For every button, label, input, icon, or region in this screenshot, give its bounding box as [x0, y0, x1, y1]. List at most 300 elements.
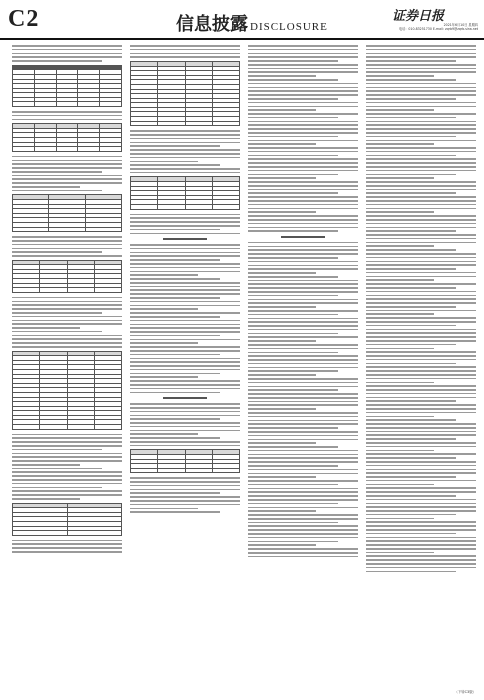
- column-2: [130, 45, 240, 685]
- text-line: [12, 479, 122, 481]
- text-line: [12, 304, 122, 306]
- text-line: [248, 488, 358, 490]
- text-line: [248, 503, 338, 505]
- text-line: [12, 182, 122, 184]
- text-line: [248, 442, 316, 444]
- text-line: [366, 348, 434, 350]
- table-row: [13, 102, 122, 107]
- text-line: [130, 365, 240, 367]
- text-line: [130, 267, 240, 269]
- table-cell: [13, 531, 68, 536]
- text-line: [366, 151, 476, 153]
- text-line: [366, 94, 476, 96]
- text-line: [12, 156, 122, 158]
- text-line: [366, 340, 476, 342]
- text-line: [12, 251, 102, 253]
- section-heading-mark: [281, 236, 325, 238]
- text-line: [12, 475, 122, 477]
- text-line: [248, 450, 358, 452]
- section-title-cn: 信息披露: [176, 14, 248, 34]
- text-line: [366, 563, 476, 565]
- text-line: [366, 166, 476, 168]
- text-line: [130, 508, 198, 510]
- data-table: [12, 123, 122, 152]
- text-line: [130, 271, 240, 273]
- text-line: [130, 145, 220, 147]
- text-line: [248, 408, 316, 410]
- text-line: [130, 346, 240, 348]
- text-line: [366, 136, 456, 138]
- text-line: [248, 170, 358, 172]
- text-line: [366, 329, 476, 331]
- text-line: [366, 438, 456, 440]
- text-line: [12, 551, 122, 553]
- text-line: [130, 422, 240, 424]
- text-line: [366, 219, 476, 221]
- text-line: [366, 264, 476, 266]
- text-line: [12, 297, 122, 299]
- text-line: [248, 461, 358, 463]
- text-line: [248, 457, 358, 459]
- text-line: [248, 211, 316, 213]
- text-line: [130, 511, 220, 513]
- text-line: [366, 484, 434, 486]
- text-line: [248, 56, 358, 58]
- text-line: [248, 507, 358, 509]
- text-line: [130, 157, 240, 159]
- text-line: [130, 324, 240, 326]
- text-line: [366, 83, 476, 85]
- text-line: [130, 500, 240, 502]
- table-cell: [100, 102, 122, 107]
- text-line: [248, 53, 358, 55]
- text-line: [248, 393, 358, 395]
- table-row: [13, 147, 122, 152]
- text-line: [366, 567, 476, 569]
- text-line: [366, 552, 434, 554]
- text-line: [366, 434, 476, 436]
- text-line: [366, 389, 476, 391]
- text-line: [130, 335, 220, 337]
- text-line: [248, 287, 358, 289]
- text-line: [248, 219, 358, 221]
- text-line: [12, 248, 122, 250]
- text-line: [248, 310, 358, 312]
- text-line: [130, 342, 198, 344]
- text-line: [130, 56, 240, 58]
- text-line: [12, 543, 122, 545]
- text-line: [248, 465, 338, 467]
- text-line: [366, 155, 456, 157]
- text-line: [366, 548, 476, 550]
- text-line: [248, 295, 338, 297]
- text-line: [248, 68, 358, 70]
- table-cell: [13, 425, 40, 430]
- text-line: [366, 90, 476, 92]
- data-table: [12, 351, 122, 430]
- text-line: [12, 434, 122, 436]
- data-table: [12, 503, 122, 536]
- text-line: [248, 204, 358, 206]
- data-table: [12, 260, 122, 293]
- text-line: [248, 435, 358, 437]
- text-line: [248, 427, 338, 429]
- text-line: [366, 344, 456, 346]
- text-line: [366, 465, 476, 467]
- text-line: [12, 449, 102, 451]
- text-line: [366, 366, 476, 368]
- text-line: [366, 571, 456, 573]
- text-line: [366, 321, 476, 323]
- text-line: [248, 181, 358, 183]
- text-line: [130, 263, 240, 265]
- text-line: [130, 426, 240, 428]
- text-line: [366, 544, 476, 546]
- text-line: [366, 453, 476, 455]
- text-line: [248, 423, 358, 425]
- text-line: [130, 433, 198, 435]
- text-line: [12, 175, 122, 177]
- section-title-en: DISCLOSURE: [250, 21, 328, 33]
- text-line: [248, 200, 358, 202]
- text-line: [12, 487, 102, 489]
- table-cell: [49, 227, 85, 232]
- text-line: [366, 423, 476, 425]
- text-line: [248, 352, 338, 354]
- text-line: [366, 336, 476, 338]
- text-line: [248, 132, 358, 134]
- text-line: [366, 416, 434, 418]
- text-line: [366, 181, 476, 183]
- text-line: [248, 90, 358, 92]
- text-line: [248, 136, 338, 138]
- text-line: [366, 461, 476, 463]
- text-line: [248, 431, 358, 433]
- newspaper-logo: 证券日报: [392, 9, 445, 24]
- text-line: [366, 363, 456, 365]
- text-line: [248, 79, 338, 81]
- text-line: [366, 306, 456, 308]
- table-cell: [78, 147, 100, 152]
- data-table: [130, 176, 240, 209]
- text-line: [12, 320, 122, 322]
- text-line: [130, 168, 240, 170]
- text-line: [248, 185, 358, 187]
- text-line: [248, 265, 358, 267]
- text-line: [248, 420, 358, 422]
- text-line: [248, 253, 358, 255]
- text-line: [248, 359, 358, 361]
- table-cell: [85, 227, 121, 232]
- text-line: [366, 510, 476, 512]
- text-line: [366, 196, 476, 198]
- text-line: [248, 45, 358, 47]
- text-line: [366, 351, 476, 353]
- text-line: [12, 240, 122, 242]
- text-line: [248, 166, 358, 168]
- text-line: [248, 495, 358, 497]
- text-line: [248, 124, 358, 126]
- text-line: [248, 541, 338, 543]
- text-line: [248, 522, 338, 524]
- text-line: [248, 484, 338, 486]
- text-line: [248, 348, 358, 350]
- table-cell: [56, 102, 78, 107]
- text-line: [248, 291, 358, 293]
- text-line: [366, 298, 476, 300]
- text-line: [366, 276, 476, 278]
- table-cell: [158, 205, 185, 210]
- text-line: [248, 476, 316, 478]
- text-line: [366, 472, 476, 474]
- text-line: [12, 346, 122, 348]
- text-line: [12, 498, 80, 500]
- text-line: [366, 272, 476, 274]
- text-line: [130, 339, 240, 341]
- text-line: [366, 450, 434, 452]
- text-line: [248, 143, 316, 145]
- text-line: [248, 344, 358, 346]
- text-line: [130, 369, 240, 371]
- text-line: [12, 335, 122, 337]
- text-line: [366, 215, 476, 217]
- text-line: [248, 158, 358, 160]
- table-cell: [34, 102, 56, 107]
- text-line: [248, 261, 358, 263]
- text-line: [248, 208, 358, 210]
- text-line: [130, 407, 240, 409]
- text-line: [130, 225, 240, 227]
- text-line: [366, 408, 476, 410]
- text-line: [366, 253, 476, 255]
- header-meta: [296, 23, 478, 31]
- text-line: [130, 481, 240, 483]
- table-cell: [34, 147, 56, 152]
- text-line: [366, 279, 434, 281]
- text-line: [366, 177, 434, 179]
- text-line: [12, 331, 102, 333]
- text-line: [248, 162, 358, 164]
- page-header: [0, 0, 484, 40]
- text-line: [130, 130, 240, 132]
- column-4: [366, 45, 476, 685]
- text-line: [130, 485, 240, 487]
- text-line: [248, 276, 338, 278]
- text-line: [366, 60, 456, 62]
- text-line: [12, 540, 122, 542]
- text-line: [12, 236, 122, 238]
- text-line: [366, 208, 476, 210]
- table-cell: [185, 121, 212, 126]
- table-cell: [13, 102, 35, 107]
- text-line: [130, 214, 240, 216]
- continued-tag: （下转C3版）: [454, 690, 476, 694]
- text-line: [12, 60, 102, 62]
- text-line: [130, 289, 240, 291]
- text-line: [366, 113, 476, 115]
- text-line: [130, 153, 240, 155]
- text-line: [366, 495, 456, 497]
- text-line: [130, 430, 240, 432]
- text-line: [130, 477, 240, 479]
- text-line: [366, 192, 456, 194]
- text-line: [12, 56, 122, 58]
- text-line: [130, 297, 220, 299]
- text-line: [366, 427, 476, 429]
- text-line: [130, 312, 240, 314]
- text-line: [130, 415, 240, 417]
- text-line: [366, 521, 476, 523]
- text-line: [248, 518, 358, 520]
- text-line: [366, 49, 476, 51]
- text-line: [366, 200, 476, 202]
- text-line: [248, 246, 358, 248]
- text-line: [248, 412, 358, 414]
- table-cell: [94, 425, 121, 430]
- text-line: [12, 456, 122, 458]
- text-line: [130, 301, 240, 303]
- table-row: [13, 531, 122, 536]
- text-line: [248, 242, 358, 244]
- text-line: [130, 286, 240, 288]
- text-line: [366, 291, 476, 293]
- text-line: [366, 555, 476, 557]
- text-line: [366, 230, 456, 232]
- table-cell: [185, 205, 212, 210]
- text-line: [130, 403, 240, 405]
- text-line: [12, 119, 122, 121]
- text-line: [130, 441, 240, 443]
- text-line: [248, 268, 358, 270]
- text-line: [366, 397, 476, 399]
- text-line: [366, 525, 476, 527]
- text-line: [366, 87, 476, 89]
- table-cell: [158, 468, 185, 473]
- text-line: [366, 506, 476, 508]
- text-line: [12, 468, 102, 470]
- text-line: [366, 223, 476, 225]
- table-cell: [212, 205, 239, 210]
- text-line: [366, 121, 476, 123]
- text-line: [248, 121, 358, 123]
- text-line: [248, 223, 358, 225]
- table-row: [131, 121, 240, 126]
- text-line: [12, 244, 122, 246]
- column-1: [12, 45, 122, 685]
- text-line: [366, 533, 456, 535]
- text-line: [248, 340, 316, 342]
- data-table: [12, 194, 122, 232]
- text-line: [12, 312, 102, 314]
- text-line: [248, 336, 358, 338]
- text-line: [366, 79, 456, 81]
- text-line: [366, 98, 456, 100]
- text-line: [366, 529, 476, 531]
- data-table: [130, 449, 240, 473]
- text-line: [248, 491, 358, 493]
- text-line: [366, 283, 476, 285]
- text-line: [130, 418, 220, 420]
- text-line: [248, 370, 338, 372]
- text-line: [248, 189, 358, 191]
- table-cell: [67, 425, 94, 430]
- text-line: [366, 56, 476, 58]
- text-line: [248, 544, 316, 546]
- text-line: [130, 392, 220, 394]
- text-line: [366, 45, 476, 47]
- text-line: [12, 255, 122, 257]
- text-line: [12, 190, 102, 192]
- table-cell: [13, 288, 40, 293]
- text-line: [130, 45, 240, 47]
- text-line: [366, 158, 476, 160]
- text-line: [248, 529, 358, 531]
- text-line: [130, 53, 240, 55]
- text-line: [248, 71, 358, 73]
- text-line: [12, 167, 122, 169]
- text-line: [366, 64, 476, 66]
- table-cell: [131, 205, 158, 210]
- page-number: C2: [8, 6, 40, 32]
- text-line: [248, 302, 358, 304]
- text-line: [130, 278, 220, 280]
- text-line: [248, 117, 338, 119]
- text-line: [366, 442, 476, 444]
- text-line: [248, 378, 358, 380]
- table-cell: [212, 468, 239, 473]
- text-line: [248, 196, 358, 198]
- text-line: [366, 106, 476, 108]
- text-line: [366, 204, 476, 206]
- text-line: [366, 147, 476, 149]
- text-line: [248, 128, 358, 130]
- column-3: [248, 45, 358, 685]
- text-line: [248, 510, 316, 512]
- text-line: [12, 186, 80, 188]
- text-line: [366, 143, 434, 145]
- text-line: [12, 460, 122, 462]
- text-line: [366, 310, 476, 312]
- text-line: [130, 496, 240, 498]
- text-line: [130, 504, 240, 506]
- text-line: [248, 109, 316, 111]
- text-line: [248, 230, 338, 232]
- text-line: [248, 83, 358, 85]
- text-line: [12, 437, 122, 439]
- text-line: [130, 327, 240, 329]
- text-line: [130, 320, 240, 322]
- text-line: [366, 378, 476, 380]
- text-line: [130, 331, 240, 333]
- text-line: [366, 189, 476, 191]
- text-line: [130, 248, 240, 250]
- text-line: [248, 525, 358, 527]
- text-line: [248, 215, 358, 217]
- text-line: [366, 499, 476, 501]
- text-line: [248, 60, 338, 62]
- text-line: [366, 559, 476, 561]
- text-line: [130, 164, 220, 166]
- text-line: [366, 287, 456, 289]
- text-line: [130, 361, 240, 363]
- text-line: [366, 128, 476, 130]
- text-line: [248, 140, 358, 142]
- contact-line: 电话：010-83251730 E-mail: zqrb9@zqrb.sina.net: [398, 27, 478, 32]
- text-line: [366, 257, 476, 259]
- article-columns: [12, 45, 478, 685]
- text-line: [130, 316, 220, 318]
- text-line: [248, 333, 338, 335]
